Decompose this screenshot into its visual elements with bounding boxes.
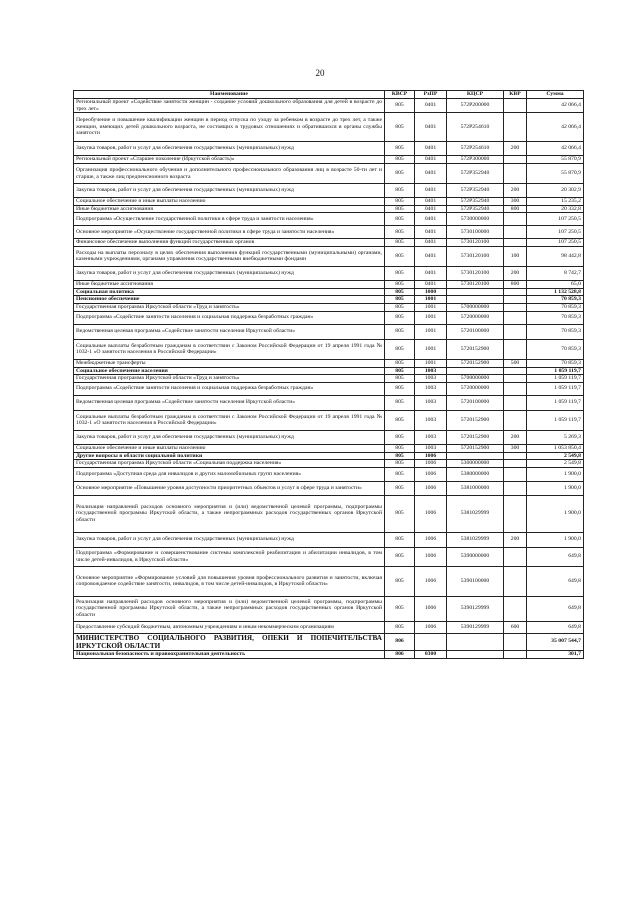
cell-rzpr: 0401 xyxy=(415,99,447,113)
cell-rzpr: 1006 xyxy=(415,460,447,468)
cell-rzpr: 1001 xyxy=(415,359,447,367)
cell-name: Социальное обеспечение и иные выплаты населению xyxy=(74,198,385,206)
cell-kcsr: 5380000000 xyxy=(447,467,504,481)
cell-name: Закупка товаров, работ и услуг для обеспечения государственных (муниципальных) нужд xyxy=(74,184,385,198)
cell-rzpr: 0300 xyxy=(415,650,447,658)
header-name: Наименование xyxy=(74,91,385,99)
cell-rzpr: 1003 xyxy=(415,410,447,430)
cell-kvsr: 805 xyxy=(385,382,415,395)
table-row xyxy=(74,460,584,468)
cell-kcsr: 5730120100 xyxy=(447,239,504,247)
table-row xyxy=(74,142,584,156)
cell-rzpr: 0401 xyxy=(415,113,447,142)
cell-rzpr: 0401 xyxy=(415,156,447,164)
cell-kvr xyxy=(504,303,527,311)
table-row xyxy=(74,452,584,460)
cell-kcsr: 572P352940 xyxy=(447,198,504,206)
cell-sum: 20 302,9 xyxy=(527,184,584,198)
cell-kcsr: 572P352940 xyxy=(447,164,504,184)
cell-rzpr: 0401 xyxy=(415,198,447,206)
cell-rzpr: 1003 xyxy=(415,444,447,452)
cell-rzpr: 0401 xyxy=(415,280,447,288)
cell-rzpr: 1006 xyxy=(415,566,447,596)
cell-sum: 35 007 544,7 xyxy=(527,633,584,650)
cell-kcsr: 5730120100 xyxy=(447,266,504,280)
table-row xyxy=(74,633,584,650)
cell-kvsr: 805 xyxy=(385,226,415,239)
cell-rzpr: 0401 xyxy=(415,164,447,184)
cell-sum: 70 859,3 xyxy=(527,296,584,304)
table-row xyxy=(74,280,584,288)
table-row xyxy=(74,311,584,324)
cell-sum: 649,8 xyxy=(527,596,584,621)
cell-kcsr xyxy=(447,296,504,304)
table-row xyxy=(74,99,584,113)
cell-kvr: 600 xyxy=(504,621,527,633)
cell-kvr xyxy=(504,382,527,395)
cell-kcsr: 572P300000 xyxy=(447,156,504,164)
header-kcsr: КЦСР xyxy=(447,91,504,99)
cell-rzpr: 0401 xyxy=(415,266,447,280)
cell-kvsr: 805 xyxy=(385,395,415,410)
header-kvsr: КВСР xyxy=(385,91,415,99)
cell-rzpr: 0401 xyxy=(415,226,447,239)
cell-kvr xyxy=(504,481,527,495)
cell-kcsr: 5390000000 xyxy=(447,547,504,566)
cell-kvr xyxy=(504,566,527,596)
cell-kcsr: 5720152900 xyxy=(447,430,504,444)
cell-name: Иные бюджетные ассигнования xyxy=(74,205,385,213)
cell-rzpr: 1006 xyxy=(415,621,447,633)
cell-kcsr: 5381029999 xyxy=(447,495,504,532)
cell-kvsr: 805 xyxy=(385,367,415,375)
budget-table xyxy=(73,90,584,659)
table-row xyxy=(74,596,584,621)
cell-kcsr: 572P352940 xyxy=(447,205,504,213)
cell-kvsr: 805 xyxy=(385,547,415,566)
cell-name: Переобучение и повышение квалификации женщин в период отпуска по уходу за ребенком в возрасте до трех лет, а также женщин, имеющих детей дошкольного возраста, не состоящих в трудовых отношениях и обратившихся в органы службы занятости xyxy=(74,113,385,142)
cell-kvsr: 805 xyxy=(385,481,415,495)
cell-kvsr: 805 xyxy=(385,324,415,339)
cell-kvr xyxy=(504,633,527,650)
table-row xyxy=(74,296,584,304)
table-row xyxy=(74,184,584,198)
cell-name: Подпрограмма «Формирование и совершенствование системы комплексной реабилитации и абилитации инвалидов, в том числе детей-инвалидов, в Иркутской области» xyxy=(74,547,385,566)
table-row xyxy=(74,650,584,658)
page-number: 20 xyxy=(315,68,325,78)
cell-name: Основное мероприятие «Осуществление государственной политики в сфере труда и занятости населения» xyxy=(74,226,385,239)
cell-kcsr: 5390129999 xyxy=(447,621,504,633)
cell-name: Социальные выплаты безработным гражданам в соответствии с Законом Российской Федерации от 19 апреля 1991 года № 1032-1 «О занятости населения в Российской Федерации» xyxy=(74,339,385,359)
cell-name: Реализация направлений расходов основного мероприятия и (или) ведомственной целевой программы, подпрограммы государственной программы Иркутской области, а также непрограммных расходов государственных органов Иркутской области xyxy=(74,596,385,621)
cell-rzpr: 1001 xyxy=(415,303,447,311)
cell-name: Закупка товаров, работ и услуг для обеспечения государственных (муниципальных) нужд xyxy=(74,142,385,156)
cell-sum: 42 066,4 xyxy=(527,99,584,113)
cell-name: Государственная программа Иркутской области «Труд и занятость» xyxy=(74,303,385,311)
cell-kvr xyxy=(504,596,527,621)
header-kvr: КВР xyxy=(504,91,527,99)
cell-kvsr: 805 xyxy=(385,375,415,383)
cell-sum: 1 900,0 xyxy=(527,495,584,532)
cell-kvsr: 805 xyxy=(385,246,415,266)
cell-kvr: 200 xyxy=(504,142,527,156)
header-sum: Сумма xyxy=(527,91,584,99)
cell-kvr xyxy=(504,239,527,247)
cell-kvsr: 805 xyxy=(385,566,415,596)
cell-kvr xyxy=(504,367,527,375)
cell-sum: 649,8 xyxy=(527,621,584,633)
cell-name: Ведомственная целевая программа «Содействие занятости населения Иркутской области» xyxy=(74,395,385,410)
cell-kvsr: 805 xyxy=(385,410,415,430)
cell-kcsr: 5381000000 xyxy=(447,481,504,495)
cell-kvr: 500 xyxy=(504,359,527,367)
cell-kvr xyxy=(504,495,527,532)
cell-name: Региональный проект «Старшее поколение (Иркутской область)» xyxy=(74,156,385,164)
cell-kcsr: 5730000000 xyxy=(447,213,504,226)
cell-kvr: 200 xyxy=(504,430,527,444)
cell-kvr xyxy=(504,156,527,164)
cell-sum: 2 549,8 xyxy=(527,452,584,460)
table-row xyxy=(74,198,584,206)
cell-rzpr: 1003 xyxy=(415,375,447,383)
cell-kcsr: 572P352940 xyxy=(447,184,504,198)
cell-rzpr: 0401 xyxy=(415,246,447,266)
cell-rzpr: 1006 xyxy=(415,467,447,481)
cell-kvsr: 805 xyxy=(385,99,415,113)
cell-rzpr: 1001 xyxy=(415,339,447,359)
cell-kvsr: 805 xyxy=(385,142,415,156)
table-row xyxy=(74,303,584,311)
table-row xyxy=(74,246,584,266)
table-row xyxy=(74,467,584,481)
cell-kvsr: 805 xyxy=(385,184,415,198)
cell-sum: 70 859,3 xyxy=(527,339,584,359)
table-row xyxy=(74,239,584,247)
cell-kcsr: 5390100000 xyxy=(447,566,504,596)
cell-kvr xyxy=(504,410,527,430)
table-row xyxy=(74,566,584,596)
cell-sum: 8 742,7 xyxy=(527,266,584,280)
cell-name: Социальные выплаты безработным гражданам в соответствии с Законом Российской Федерации от 19 апреля 1991 года № 1032-1 «О занятости населения в Российской Федерации» xyxy=(74,410,385,430)
cell-rzpr: 0401 xyxy=(415,142,447,156)
cell-kcsr xyxy=(447,633,504,650)
cell-name: Подпрограмма «Содействие занятости населения и социальная поддержка безработных граждан» xyxy=(74,311,385,324)
table-row xyxy=(74,547,584,566)
cell-kcsr: 5720152900 xyxy=(447,339,504,359)
table-header-row xyxy=(74,91,584,99)
cell-kvr xyxy=(504,467,527,481)
cell-sum: 70 859,3 xyxy=(527,324,584,339)
cell-rzpr: 1003 xyxy=(415,395,447,410)
cell-kvr: 300 xyxy=(504,198,527,206)
cell-kvr xyxy=(504,296,527,304)
table-row xyxy=(74,481,584,495)
cell-sum: 42 066,4 xyxy=(527,142,584,156)
cell-kvr xyxy=(504,226,527,239)
cell-kcsr: 5720000000 xyxy=(447,311,504,324)
cell-kvsr: 805 xyxy=(385,113,415,142)
cell-kvr xyxy=(504,339,527,359)
cell-kcsr: 5720000000 xyxy=(447,382,504,395)
table-row xyxy=(74,213,584,226)
cell-kvr: 800 xyxy=(504,280,527,288)
cell-name: Предоставление субсидий бюджетным, автономным учреждениям и иным некоммерческим организациям xyxy=(74,621,385,633)
cell-name: Закупка товаров, работ и услуг для обеспечения государственных (муниципальных) нужд xyxy=(74,266,385,280)
table-row xyxy=(74,382,584,395)
cell-sum: 301,7 xyxy=(527,650,584,658)
cell-kcsr: 5300000000 xyxy=(447,460,504,468)
cell-kvsr: 805 xyxy=(385,205,415,213)
cell-sum: 1 900,0 xyxy=(527,467,584,481)
cell-kcsr xyxy=(447,288,504,296)
cell-rzpr: 1001 xyxy=(415,324,447,339)
cell-kvsr: 805 xyxy=(385,621,415,633)
cell-kvr xyxy=(504,324,527,339)
cell-kvsr: 805 xyxy=(385,339,415,359)
cell-kvsr: 806 xyxy=(385,633,415,650)
cell-kvsr: 805 xyxy=(385,164,415,184)
cell-kvsr: 806 xyxy=(385,650,415,658)
cell-sum: 649,8 xyxy=(527,547,584,566)
cell-kvsr: 805 xyxy=(385,495,415,532)
table-row xyxy=(74,113,584,142)
cell-kcsr xyxy=(447,367,504,375)
cell-kvsr: 805 xyxy=(385,311,415,324)
table-row xyxy=(74,430,584,444)
cell-kcsr: 5730120100 xyxy=(447,246,504,266)
cell-kvr xyxy=(504,99,527,113)
cell-kvr xyxy=(504,213,527,226)
cell-name: Межбюджетные трансферты xyxy=(74,359,385,367)
cell-sum: 1 059 119,7 xyxy=(527,410,584,430)
table-row xyxy=(74,367,584,375)
cell-sum: 2 549,8 xyxy=(527,460,584,468)
cell-kvr: 300 xyxy=(504,444,527,452)
cell-kvr: 800 xyxy=(504,205,527,213)
cell-rzpr: 1003 xyxy=(415,367,447,375)
cell-kcsr: 5720100000 xyxy=(447,395,504,410)
cell-name: Национальная безопасность и правоохранительная деятельность xyxy=(74,650,385,658)
cell-kcsr: 5720152900 xyxy=(447,444,504,452)
cell-kvr xyxy=(504,164,527,184)
table-row xyxy=(74,532,584,547)
cell-kvr: 200 xyxy=(504,184,527,198)
cell-kvsr: 805 xyxy=(385,460,415,468)
table-row xyxy=(74,156,584,164)
cell-kvr: 200 xyxy=(504,532,527,547)
cell-name: Расходы на выплаты персоналу в целях обеспечения выполнения функций государственными (муниципальными) органами, казенными учреждениями, органами управления государственными внебюджетными фондами xyxy=(74,246,385,266)
cell-rzpr: 1001 xyxy=(415,311,447,324)
cell-rzpr: 0401 xyxy=(415,239,447,247)
cell-kcsr: 5381029999 xyxy=(447,532,504,547)
cell-kvsr: 805 xyxy=(385,452,415,460)
cell-name: Социальное обеспечение и иные выплаты населению xyxy=(74,444,385,452)
cell-sum: 1 053 850,4 xyxy=(527,444,584,452)
cell-name: Ведомственная целевая программа «Содействие занятости населения Иркутской области» xyxy=(74,324,385,339)
table-row xyxy=(74,324,584,339)
cell-sum: 1 059 119,7 xyxy=(527,395,584,410)
cell-rzpr: 1006 xyxy=(415,532,447,547)
cell-rzpr: 0401 xyxy=(415,205,447,213)
cell-name: Основное мероприятие «Формирование условий для повышения уровня профессионального развития и занятости, включая сопровождаемое содействие занятости, инвалидов, в том числе детей-инвалидов, в Иркутской области» xyxy=(74,566,385,596)
cell-sum: 70 859,3 xyxy=(527,303,584,311)
cell-sum: 70 859,3 xyxy=(527,311,584,324)
cell-sum: 20 332,8 xyxy=(527,205,584,213)
table-row xyxy=(74,226,584,239)
cell-kvsr: 805 xyxy=(385,156,415,164)
cell-name: Государственная программа Иркутской области «Социальная поддержка населения» xyxy=(74,460,385,468)
cell-rzpr: 1006 xyxy=(415,596,447,621)
cell-rzpr: 0401 xyxy=(415,184,447,198)
cell-sum: 55 870,9 xyxy=(527,156,584,164)
cell-kvsr: 805 xyxy=(385,280,415,288)
cell-kcsr: 5720152900 xyxy=(447,359,504,367)
cell-kvr xyxy=(504,452,527,460)
table-row xyxy=(74,621,584,633)
cell-sum: 1 900,0 xyxy=(527,481,584,495)
cell-sum: 70 859,3 xyxy=(527,359,584,367)
cell-kcsr: 5700000000 xyxy=(447,375,504,383)
cell-sum: 1 900,0 xyxy=(527,532,584,547)
cell-kvsr: 805 xyxy=(385,303,415,311)
cell-rzpr: 0401 xyxy=(415,213,447,226)
cell-name: Социальная политика xyxy=(74,288,385,296)
cell-kvr xyxy=(504,547,527,566)
cell-kvsr: 805 xyxy=(385,198,415,206)
cell-kcsr: 5720152900 xyxy=(447,410,504,430)
cell-sum: 107 250,5 xyxy=(527,226,584,239)
cell-kvsr: 805 xyxy=(385,266,415,280)
cell-name: Региональный проект «Содействие занятости женщин - создание условий дошкольного образования для детей в возрасте до трех лет» xyxy=(74,99,385,113)
cell-kvsr: 805 xyxy=(385,359,415,367)
cell-kcsr: 572P254610 xyxy=(447,142,504,156)
cell-kcsr xyxy=(447,452,504,460)
cell-kvr: 200 xyxy=(504,266,527,280)
cell-sum: 107 250,5 xyxy=(527,239,584,247)
cell-kcsr: 5700000000 xyxy=(447,303,504,311)
cell-kvr xyxy=(504,375,527,383)
cell-name: Пенсионное обеспечение xyxy=(74,296,385,304)
cell-sum: 1 059 119,7 xyxy=(527,375,584,383)
cell-name: Социальное обеспечение населения xyxy=(74,367,385,375)
cell-kvsr: 805 xyxy=(385,296,415,304)
table-row xyxy=(74,375,584,383)
cell-name: Закупка товаров, работ и услуг для обеспечения государственных (муниципальных) нужд xyxy=(74,430,385,444)
cell-name: Финансовое обеспечение выполнения функций государственных органов xyxy=(74,239,385,247)
cell-kcsr: 5730120100 xyxy=(447,280,504,288)
cell-name: Основное мероприятие «Повышение уровня доступности приоритетных объектов и услуг в сфере труда и занятости» xyxy=(74,481,385,495)
cell-sum: 15 235,2 xyxy=(527,198,584,206)
cell-kvsr: 805 xyxy=(385,239,415,247)
cell-kvsr: 805 xyxy=(385,430,415,444)
cell-name: Подпрограмма «Содействие занятости населения и социальная поддержка безработных граждан» xyxy=(74,382,385,395)
cell-sum: 65,0 xyxy=(527,280,584,288)
cell-kvsr: 805 xyxy=(385,596,415,621)
cell-sum: 1 059 119,7 xyxy=(527,382,584,395)
cell-rzpr: 1006 xyxy=(415,481,447,495)
table-body xyxy=(74,99,584,659)
cell-sum: 55 870,9 xyxy=(527,164,584,184)
table-row xyxy=(74,164,584,184)
cell-kcsr: 5390129999 xyxy=(447,596,504,621)
cell-kcsr: 572P200000 xyxy=(447,99,504,113)
cell-rzpr: 1003 xyxy=(415,430,447,444)
cell-name: Другие вопросы в области социальной политики xyxy=(74,452,385,460)
table-row xyxy=(74,288,584,296)
cell-kcsr: 572P254610 xyxy=(447,113,504,142)
cell-name: Организация профессионального обучения и дополнительного профессионального образования лиц в возрасте 50-ти лет и старше, а также лиц предпенсионного возраста xyxy=(74,164,385,184)
cell-name: Подпрограмма «Осуществление государственной политики в сфере труда и занятости населения» xyxy=(74,213,385,226)
cell-kcsr: 5730100000 xyxy=(447,226,504,239)
table-row xyxy=(74,339,584,359)
cell-kvsr: 805 xyxy=(385,467,415,481)
cell-kvr xyxy=(504,288,527,296)
header-rzpr: РзПР xyxy=(415,91,447,99)
cell-sum: 98 442,8 xyxy=(527,246,584,266)
cell-rzpr: 1001 xyxy=(415,296,447,304)
cell-rzpr: 1006 xyxy=(415,452,447,460)
cell-sum: 42 066,4 xyxy=(527,113,584,142)
cell-name: Подпрограмма «Доступная среда для инвалидов и других маломобильных групп населения» xyxy=(74,467,385,481)
cell-rzpr: 1000 xyxy=(415,288,447,296)
cell-kcsr xyxy=(447,650,504,658)
cell-rzpr: 1006 xyxy=(415,495,447,532)
cell-name: Иные бюджетные ассигнования xyxy=(74,280,385,288)
table-row xyxy=(74,205,584,213)
cell-kvsr: 805 xyxy=(385,213,415,226)
cell-sum: 107 250,5 xyxy=(527,213,584,226)
table-row xyxy=(74,495,584,532)
table-row xyxy=(74,395,584,410)
cell-kvr: 100 xyxy=(504,246,527,266)
cell-name: Закупка товаров, работ и услуг для обеспечения государственных (муниципальных) нужд xyxy=(74,532,385,547)
cell-kvr xyxy=(504,650,527,658)
cell-sum: 5 269,3 xyxy=(527,430,584,444)
cell-kvr xyxy=(504,460,527,468)
cell-sum: 1 059 119,7 xyxy=(527,367,584,375)
table-row xyxy=(74,359,584,367)
cell-name: Реализация направлений расходов основного мероприятия и (или) ведомственной целевой программы, подпрограммы государственной программы Иркутской области, а также непрограммных расходов государственных органов Иркутской области xyxy=(74,495,385,532)
cell-rzpr: 1003 xyxy=(415,382,447,395)
table-row xyxy=(74,444,584,452)
cell-name: Государственная программа Иркутской области «Труд и занятость» xyxy=(74,375,385,383)
cell-kvsr: 805 xyxy=(385,532,415,547)
cell-kvsr: 805 xyxy=(385,288,415,296)
cell-kvsr: 805 xyxy=(385,444,415,452)
cell-kvr xyxy=(504,311,527,324)
cell-kcsr: 5720100000 xyxy=(447,324,504,339)
cell-kvr xyxy=(504,395,527,410)
cell-rzpr xyxy=(415,633,447,650)
cell-kvr xyxy=(504,113,527,142)
cell-sum: 649,8 xyxy=(527,566,584,596)
table-row xyxy=(74,266,584,280)
cell-sum: 1 132 528,8 xyxy=(527,288,584,296)
cell-name: МИНИСТЕРСТВО СОЦИАЛЬНОГО РАЗВИТИЯ, ОПЕКИ И ПОПЕЧИТЕЛЬСТВА ИРКУТСКОЙ ОБЛАСТИ xyxy=(74,633,385,650)
cell-rzpr: 1006 xyxy=(415,547,447,566)
table-row xyxy=(74,410,584,430)
